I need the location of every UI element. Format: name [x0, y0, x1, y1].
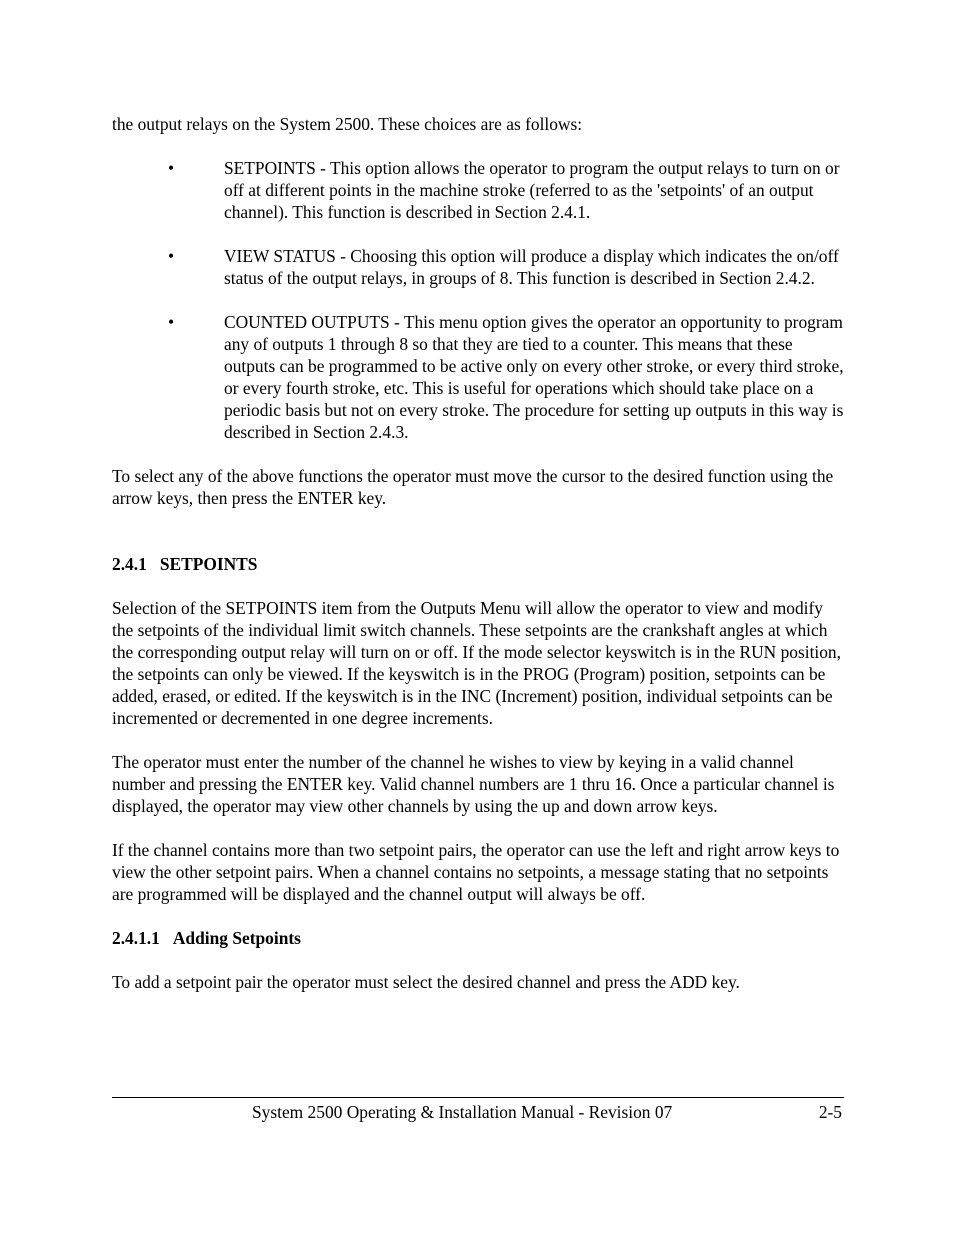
list-item-counted-outputs	[112, 311, 846, 443]
setpoints-paragraph-1: Selection of the SETPOINTS item from the Outputs Menu will allow the operator to view and modify the setpoints of the individual limit switch channels. These setpoints are the crankshaft angles at which the corresponding output relay will turn on or off. If the mode selector keyswitch is in the RUN position, the setpoints can only be viewed. If the keyswitch is in the PROG (Program) position, setpoints can be added, erased, or edited. If the keyswitch is in the INC (Increment) position, individual setpoints can be incremented or decremented in one degree increments.	[112, 598, 841, 728]
bullet-icon: •	[168, 246, 175, 266]
section-title: SETPOINTS	[159, 554, 258, 574]
list-item-text: VIEW STATUS - Choosing this option will produce a display which indicates the on/off status of the output relays, in groups of 8. This function is described in Section 2.4.2.	[224, 246, 839, 288]
list-item-setpoints	[112, 157, 846, 223]
setpoints-paragraph-3: If the channel contains more than two setpoint pairs, the operator can use the left and right arrow keys to view the other setpoint pairs. When a channel contains no setpoints, a message stating that no setpoints are programmed will be displayed and the channel output will always be off.	[112, 840, 840, 904]
section-number: 2.4.1	[112, 554, 147, 574]
section-number: 2.4.1.1	[112, 928, 160, 948]
menu-options-list	[112, 157, 846, 443]
setpoints-paragraph-2: The operator must enter the number of the channel he wishes to view by keying in a valid channel number and pressing the ENTER key. Valid channel numbers are 1 thru 16. Once a particular channel is displayed, the operator may view other channels by using the up and down arrow keys.	[112, 752, 835, 816]
adding-setpoints-paragraph: To add a setpoint pair the operator must select the desired channel and press the ADD key.	[112, 972, 740, 992]
intro-text: the output relays on the System 2500. These choices are as follows:	[112, 114, 583, 134]
list-item-text: SETPOINTS - This option allows the operator to program the output relays to turn on or off at different points in the machine stroke (referred to as the 'setpoints' of an output channel). This function is described in Section 2.4.1.	[224, 158, 840, 222]
list-item-text: COUNTED OUTPUTS - This menu option gives the operator an opportunity to program any of outputs 1 through 8 so that they are tied to a counter. This means that these outputs can be programmed to be active only on every other stroke, or every third stroke, or every fourth stroke, etc. This is useful for operations which should take place on a periodic basis but not on every stroke. The procedure for setting up outputs in this way is described in Section 2.4.3.	[224, 312, 844, 442]
section-heading-2-4-1	[112, 553, 846, 575]
page-footer	[112, 1097, 844, 1123]
manual-page-body	[112, 113, 846, 1015]
page-number: 2-5	[818, 1102, 842, 1122]
select-instructions: To select any of the above functions the operator must move the cursor to the desired function using the arrow keys, then press the ENTER key.	[112, 466, 834, 508]
section-heading-2-4-1-1	[112, 927, 846, 949]
footer-title: System 2500 Operating & Installation Manual - Revision 07	[252, 1102, 673, 1122]
bullet-icon: •	[168, 158, 175, 178]
bullet-icon: •	[168, 312, 175, 332]
section-title: Adding Setpoints	[172, 928, 301, 948]
list-item-view-status	[112, 245, 846, 289]
